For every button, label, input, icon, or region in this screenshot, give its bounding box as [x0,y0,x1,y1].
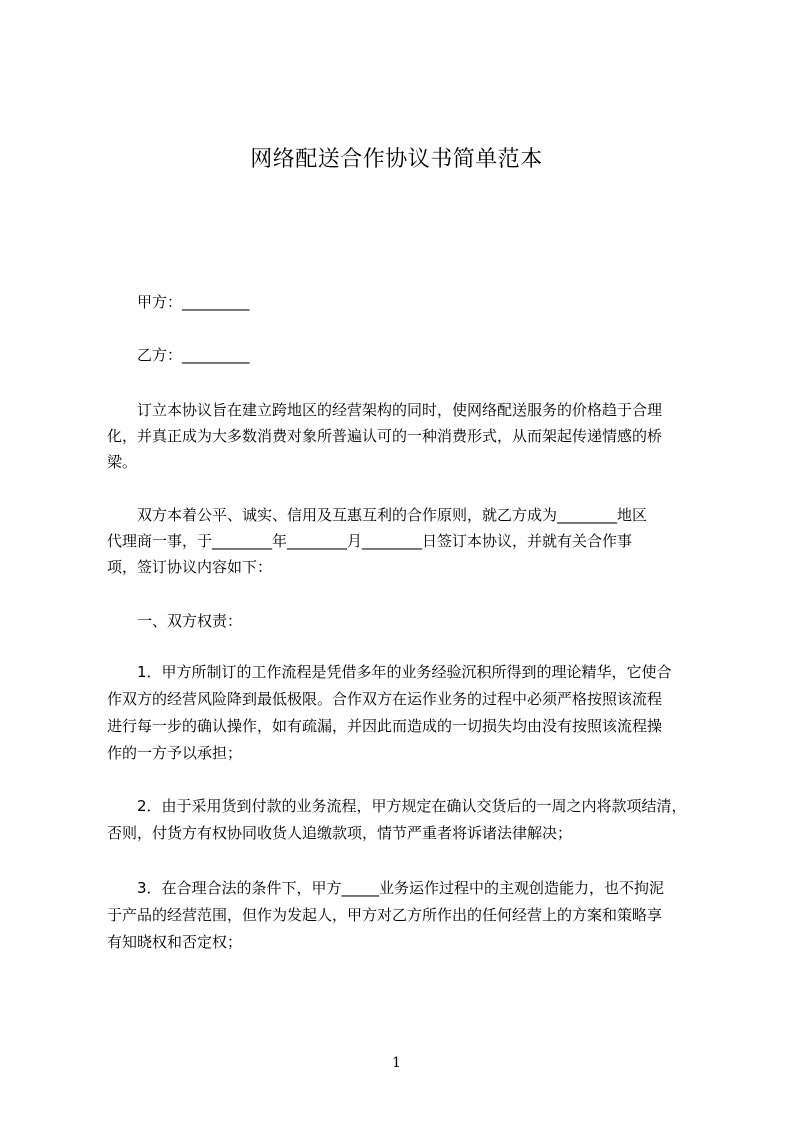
clause-line: 3．在合理合法的条件下，甲方_____业务运作过程中的主观创造能力，也不拘泥 [137,879,665,897]
clause-line: 作的一方予以承担； [107,744,243,762]
paragraph-line: 化，并真正成为大多数消费对象所普遍认可的一种消费形式，从而架起传递情感的桥 [107,427,663,445]
paragraph-line: 代理商一事，于________年________月________日签订本协议，并就有关合作事 [107,532,633,550]
paragraph-line: 梁。 [107,453,138,471]
clause-line: 于产品的经营范围，但作为发起人，甲方对乙方所作出的任何经营上的方案和策略享 [107,906,663,924]
party-b-line: 乙方：_________ [137,346,250,364]
paragraph-line: 双方本着公平、诚实、信用及互惠互利的合作原则，就乙方成为________地区 [137,506,648,524]
page-number: 1 [392,1055,401,1071]
clause-line: 2．由于采用货到付款的业务流程，甲方规定在确认交货后的一周之内将款项结清， [137,797,687,815]
clause-line: 有知晓权和否定权； [107,933,243,951]
clause-line: 否则，付货方有权协同收货人追缴款项，情节严重者将诉诸法律解决； [107,824,573,842]
party-a-line: 甲方：_________ [137,293,250,311]
clause-line: 进行每一步的确认操作，如有疏漏，并因此而造成的一切损失均由没有按照该流程操 [107,717,663,735]
clause-line: 1．甲方所制订的工作流程是凭借多年的业务经验沉积所得到的理论精华，它使合 [137,663,672,681]
section-heading: 一、双方权责： [137,612,243,630]
paragraph-line: 订立本协议旨在建立跨地区的经营架构的同时，使网络配送服务的价格趋于合理 [137,401,663,419]
clause-line: 作双方的经营风险降到最低极限。合作双方在运作业务的过程中必须严格按照该流程 [107,690,663,708]
paragraph-line: 项，签订协议内容如下： [107,558,273,576]
page-title: 网络配送合作协议书简单范本 [250,147,543,172]
